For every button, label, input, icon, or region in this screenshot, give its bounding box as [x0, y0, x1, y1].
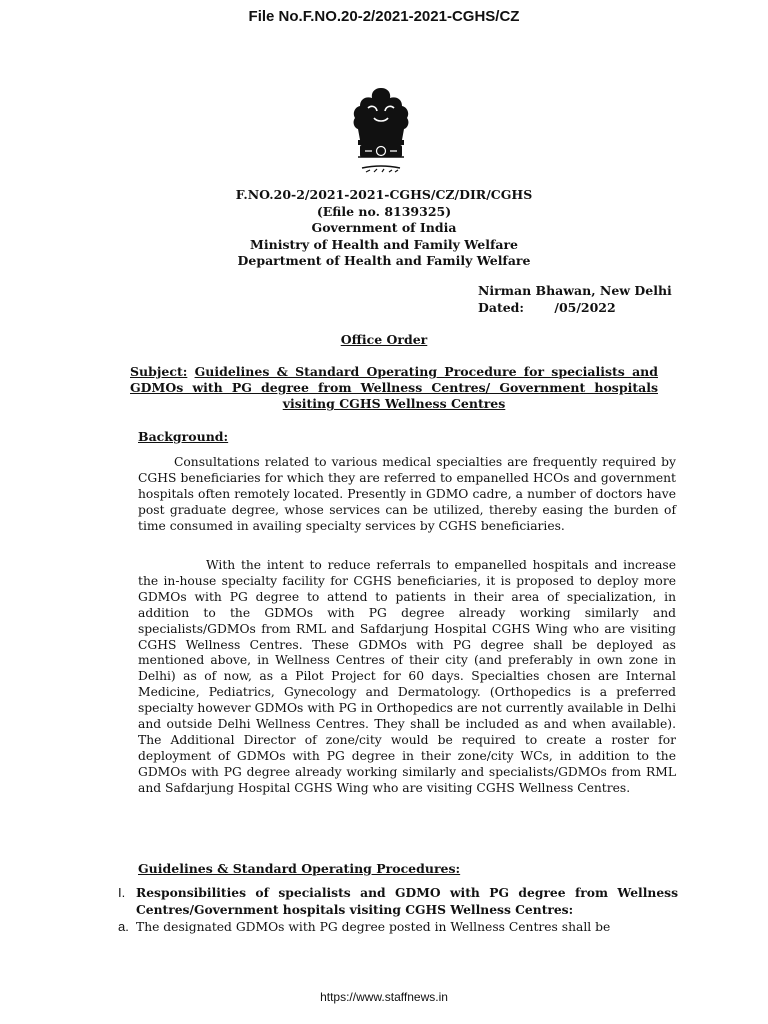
- list-item-a: [118, 919, 678, 936]
- subject-label: Subject:: [130, 364, 188, 379]
- dated-value: /05/2022: [554, 299, 616, 315]
- paragraph-1: Consultations related to various medical specialties are frequently required by CGHS beneficiaries for which they are referred to empanelled HCOs and government hospitals often remotely located. Presently in GDMO cadre, a number of doctors have post graduate degree, whose services can be utilized, thereby easing the burden of time consumed in availing specialty services by CGHS beneficiaries.: [138, 455, 676, 533]
- order-title: Office Order: [340, 332, 428, 347]
- background-heading: Background:: [138, 429, 229, 444]
- list-marker: a.: [118, 919, 129, 934]
- department-name: Department of Health and Family Welfare: [237, 253, 531, 268]
- reference-number: F.NO.20-2/2021-2021-CGHS/CZ/DIR/CGHS: [235, 187, 533, 202]
- subject-text: Guidelines & Standard Operating Procedure for specialists and GDMOs with PG degree from Wellness Centres/ Government hospitals visiting CGHS Wellness Centres: [130, 364, 658, 412]
- efile-number: (Efile no. 8139325): [316, 203, 452, 219]
- guidelines-heading: Guidelines & Standard Operating Procedures:: [138, 861, 461, 876]
- letter-header: [0, 187, 768, 270]
- file-number: File No.F.NO.20-2/2021-2021-CGHS/CZ: [248, 8, 520, 25]
- ministry-name: Ministry of Health and Family Welfare: [250, 236, 518, 252]
- list-item-text: The designated GDMOs with PG degree posted in Wellness Centres shall be: [136, 920, 611, 934]
- dated-label: Dated:: [478, 299, 525, 315]
- list-marker: I.: [118, 885, 126, 900]
- government-name: Government of India: [311, 220, 457, 235]
- paragraph-2: With the intent to reduce referrals to empanelled hospitals and increase the in-house specialty facility for CGHS beneficiaries, it is proposed to deploy more GDMOs with PG degree to attend to patients in their area of specialization, in addition to the GDMOs with PG degree already working similarly and specialists/GDMOs from RML and Safdarjung Hospital CGHS Wing who are visiting CGHS Wellness Centres. These GDMOs with PG degree shall be deployed as mentioned above, in Wellness Centres of their city (and preferably in own zone in Delhi) as of now, as a Pilot Project for 60 days. Specialties chosen are Internal Medicine, Pediatrics, Gynecology and Dermatology. (Orthopedics is a preferred specialty however GDMOs with PG in Orthopedics are not currently available in Delhi and outside Delhi Wellness Centres. They shall be included as and when available). The Additional Director of zone/city would be required to create a roster for deployment of GDMOs with PG degree in their zone/city WCs, in addition to the GDMOs with PG degree already working similarly and specialists/GDMOs from RML and Safdarjung Hospital CGHS Wing who are visiting CGHS Wellness Centres.: [138, 558, 676, 795]
- footer-url[interactable]: https://www.staffnews.in: [320, 990, 448, 1004]
- place-date-block: [478, 283, 672, 316]
- national-emblem-icon: [346, 84, 416, 176]
- subject: [130, 364, 658, 413]
- list-item-1: [118, 885, 678, 918]
- dated-row: [478, 300, 672, 317]
- location: Nirman Bhawan, New Delhi: [478, 283, 672, 298]
- list-item-text: Responsibilities of specialists and GDMO with PG degree from Wellness Centres/Government hospitals visiting CGHS Wellness Centres:: [136, 885, 678, 917]
